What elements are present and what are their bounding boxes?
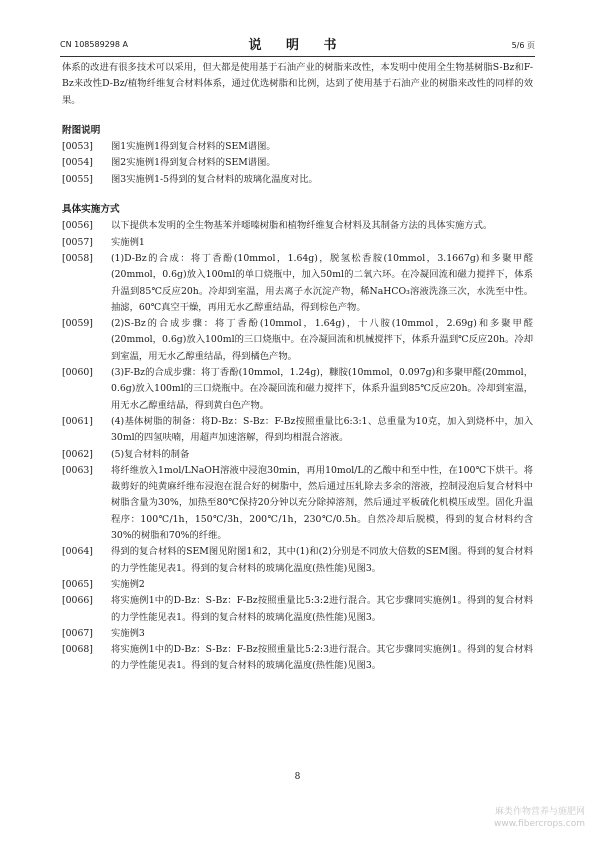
paragraph-text: (5)复合材料的制备 [111, 448, 190, 460]
paragraph [62, 463, 533, 544]
paragraph-number: [0064] [62, 546, 93, 558]
paragraph [62, 251, 533, 316]
implementation-list [62, 218, 533, 674]
paragraph-text: 实施例1 [111, 236, 145, 248]
paragraph-number: [0062] [62, 448, 93, 460]
paragraph-number: [0061] [62, 415, 93, 427]
watermark [494, 806, 585, 830]
paragraph-text: 以下提供本发明的全生物基苯并噁嗪树脂和植物纤维复合材料及其制备方法的具体实施方式。 [111, 220, 493, 232]
paragraph [62, 577, 533, 593]
paragraph [62, 155, 533, 171]
paragraph-number: [0057] [62, 236, 93, 248]
paragraph-text: 得到的复合材料的SEM图见附图1和2，其中(1)和(2)分别是不同放大倍数的SEM图。得到的复合材料的力学性能见表1。得到的复合材料的玻璃化温度(热性能)见图3。 [111, 546, 533, 574]
figures-heading: 附图说明 [62, 124, 101, 136]
paragraph-number: [0060] [62, 367, 93, 379]
page-number: 8 [294, 772, 301, 782]
implementation-heading: 具体实施方式 [62, 204, 120, 216]
paragraph-number: [0068] [62, 644, 93, 656]
paragraph-text: 图2实施例1得到复合材料的SEM谱图。 [111, 157, 276, 169]
paragraph [62, 365, 533, 414]
header-divider [60, 56, 535, 57]
watermark-line: 麻类作物营养与施肥网 [494, 807, 585, 817]
paragraph-number: [0053] [62, 141, 93, 153]
paragraph-number: [0066] [62, 595, 93, 607]
paragraph-text: (4)基体树脂的制备：将D-Bz：S-Bz：F-Bz按照重量比6:3:1、总重量为10克，加入到烧杯中，加入30ml的四氢呋喃，用超声加速溶解，得到均相混合溶液。 [111, 415, 533, 444]
paragraph-text: 实施例3 [111, 627, 145, 639]
watermark-line: www.fibercrops.com [494, 819, 585, 829]
paragraph-number: [0067] [62, 627, 93, 639]
paragraph-text: 将实施例1中的D-Bz：S-Bz：F-Bz按照重量比5:2:3进行混合。其它步骤同实施例1。得到的复合材料的力学性能见表1。得到的复合材料的玻璃化温度(热性能)见图3。 [111, 644, 533, 672]
paragraph [62, 414, 533, 447]
paragraph-number: [0063] [62, 464, 93, 476]
document-title: 说 明 书 [248, 38, 347, 53]
paragraph [62, 447, 533, 463]
paragraph-number: [0055] [62, 173, 93, 185]
paragraph-number: [0065] [62, 578, 93, 590]
figures-list [62, 139, 533, 188]
paragraph [62, 642, 533, 675]
paragraph-number: [0059] [62, 318, 93, 330]
paragraph-text: 将纤维放入1mol/LNaOH溶液中浸泡30min，再用10mol/L的乙酸中和至中性，在100℃下烘干。将裁剪好的纯黄麻纤维布浸泡在混合好的树脂中，然后通过压轧除去多余的溶液，控制浸泡后复合材料中树脂含量为30%，加热至80℃保持20分钟以充分除掉溶剂，然后通过平板硫化机模压成型。固化升温程序：100℃/1h，150℃/3h，200℃/1h，230℃/0.5h。自然冷却后脱模，得到的复合材料约含30%的树脂和70%的纤维。 [111, 464, 533, 542]
paragraph [62, 172, 533, 188]
paragraph-text: 将实施例1中的D-Bz：S-Bz：F-Bz按照重量比5:3:2进行混合。其它步骤同实施例1。得到的复合材料的力学性能见表1。得到的复合材料的玻璃化温度(热性能)见图3。 [111, 595, 533, 623]
paragraph-text: (3)F-Bz的合成步骤：将丁香酚(10mmol，1.24g)，糠胺(10mmol，0.097g)和多聚甲醛(20mmol，0.6g)放入100ml的三口烧瓶中。在冷凝回流和磁力搅拌下，体系升温到85℃反应20h。冷却到室温，用无水乙醇重结晶，得到黄白色产物。 [111, 367, 533, 411]
paragraph [62, 218, 533, 234]
paragraph [62, 593, 533, 626]
paragraph [62, 235, 533, 251]
paragraph-number: [0054] [62, 157, 93, 169]
paragraph [62, 626, 533, 642]
paragraph-number: [0058] [62, 252, 93, 264]
intro-paragraph: 体系的改进有很多技术可以采用，但大都是使用基于石油产业的树脂来改性，本发明中使用全生物基树脂S-Bz和F-Bz来改性D-Bz/植物纤维复合材料体系，通过优选树脂和比例，达到了使用基于石油产业的树脂来改性的同样的效果。 [62, 62, 533, 106]
paragraph-text: 实施例2 [111, 578, 145, 590]
document-number: CN 108589298 A [60, 40, 128, 49]
page-of-label: 5/6 页 [511, 41, 535, 50]
document-body [62, 60, 533, 675]
paragraph [62, 139, 533, 155]
paragraph [62, 544, 533, 577]
paragraph [62, 316, 533, 365]
paragraph-text: 图3实施例1-5得到的复合材料的玻璃化温度对比。 [111, 173, 318, 185]
paragraph-text: (2)S-Bz的合成步骤：将丁香酚(10mmol，1.64g)，十八胺(10mmol，2.69g)和多聚甲醛(20mmol，0.6g)放入100ml的三口烧瓶中。在冷凝回流和机械搅拌下，体系升温到℃反应20h。冷却到室温，用无水乙醇重结晶，得到橘色产物。 [111, 318, 534, 362]
page-header [60, 34, 535, 54]
paragraph-text: 图1实施例1得到复合材料的SEM谱图。 [111, 141, 276, 153]
paragraph-number: [0056] [62, 220, 93, 232]
paragraph-text: (1)D-Bz的合成：将丁香酚(10mmol，1.64g)，脱氢松香胺(10mmol，3.1667g)和多聚甲醛(20mmol，0.6g)放入100ml的单口烧瓶中，加入50ml的二氧六环。在冷凝回流和磁力搅拌下，体系升温到85℃反应20h。冷却到室温，用去离子水沉淀产物，稀NaHCO₃溶液洗涤三次，水洗至中性。抽滤，60℃真空干燥，再用无水乙醇重结晶，得到棕色产物。 [111, 252, 533, 313]
